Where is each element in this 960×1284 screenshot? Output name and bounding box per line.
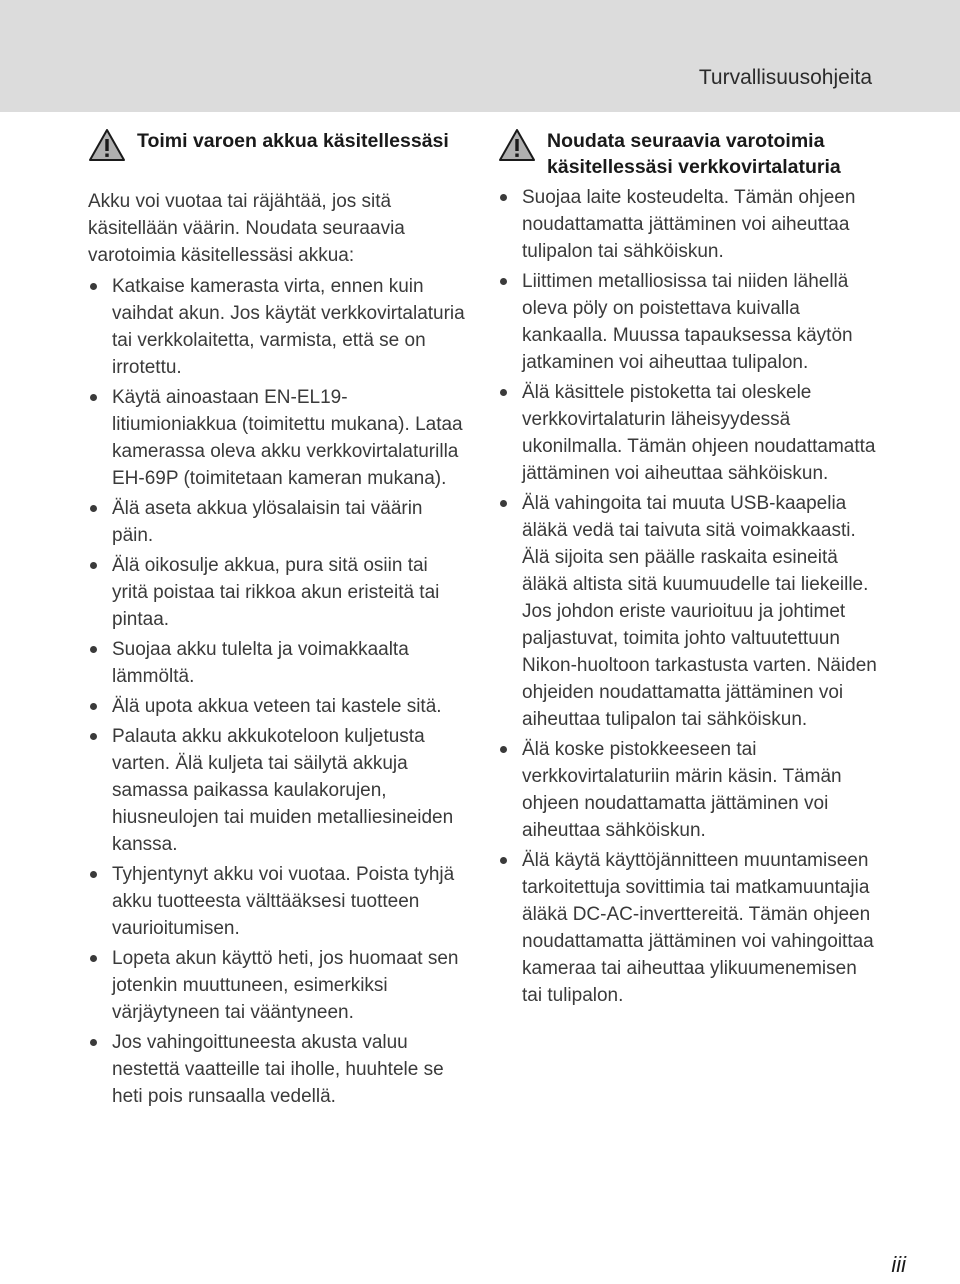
warning-triangle-icon xyxy=(498,128,536,162)
list-item xyxy=(498,847,878,1009)
list-item-text: Lopeta akun käyttö heti, jos huomaat sen jotenkin muuttuneen, esimerkiksi värjäytyneen tai vääntyneen. xyxy=(112,948,459,1023)
bullet-icon xyxy=(90,733,97,740)
charger-caution-section xyxy=(498,128,878,1012)
bullet-icon xyxy=(500,389,507,396)
list-item xyxy=(88,384,468,492)
list-item-text: Käytä ainoastaan EN-EL19-litiumioniakkua (toimitettu mukana). Lataa kamerassa oleva akku verkkovirtalaturilla EH-69P (toimitetaan kameran mukana). xyxy=(112,387,463,489)
charger-precautions-list xyxy=(498,184,878,1009)
bullet-icon xyxy=(90,562,97,569)
bullet-icon xyxy=(90,703,97,710)
list-item xyxy=(498,184,878,265)
page-header-title: Turvallisuusohjeita xyxy=(698,66,872,89)
bullet-icon xyxy=(500,857,507,864)
bullet-icon xyxy=(90,283,97,290)
list-item-text: Suojaa akku tulelta ja voimakkaalta lämmöltä. xyxy=(112,639,409,687)
bullet-icon xyxy=(500,500,507,507)
charger-caution-heading xyxy=(498,128,878,184)
list-item xyxy=(88,945,468,1026)
bullet-icon xyxy=(90,955,97,962)
list-item xyxy=(498,490,878,733)
list-item-text: Suojaa laite kosteudelta. Tämän ohjeen noudattamatta jättäminen voi aiheuttaa tulipalon tai sähköiskun. xyxy=(522,187,856,262)
header-band xyxy=(0,0,960,112)
list-item xyxy=(88,1029,468,1110)
list-item-text: Katkaise kamerasta virta, ennen kuin vaihdat akun. Jos käytät verkkovirtalaturia tai verkkolaitetta, varmista, että se on irrotettu. xyxy=(112,276,465,378)
list-item-text: Älä aseta akkua ylösalaisin tai väärin päin. xyxy=(112,498,423,546)
list-item xyxy=(88,273,468,381)
list-item xyxy=(88,861,468,942)
bullet-icon xyxy=(90,394,97,401)
list-item-text: Älä koske pistokkeeseen tai verkkovirtalaturiin märin käsin. Tämän ohjeen noudattamatta jättäminen voi aiheuttaa sähköiskun. xyxy=(522,739,842,841)
bullet-icon xyxy=(500,278,507,285)
bullet-icon xyxy=(500,746,507,753)
list-item-text: Älä upota akkua veteen tai kastele sitä. xyxy=(112,696,442,717)
bullet-icon xyxy=(500,194,507,201)
list-item-text: Jos vahingoittuneesta akusta valuu nestettä vaatteille tai iholle, huuhtele se heti pois runsaalla vedellä. xyxy=(112,1032,444,1107)
bullet-icon xyxy=(90,871,97,878)
list-item xyxy=(498,379,878,487)
section-heading: Toimi varoen akkua käsitellessäsi xyxy=(137,130,449,152)
list-item xyxy=(88,552,468,633)
list-item-text: Tyhjentynyt akku voi vuotaa. Poista tyhjä akku tuotteesta välttääksesi tuotteen vaurioitumisen. xyxy=(112,864,455,939)
list-item-text: Älä käsittele pistoketta tai oleskele verkkovirtalaturin läheisyydessä ukonilmalla. Tämän ohjeen noudattamatta jättäminen voi aiheuttaa sähköiskun. xyxy=(522,382,876,484)
list-item-text: Älä vahingoita tai muuta USB-kaapelia äläkä vedä tai taivuta sitä voimakkaasti. Älä sijoita sen päälle raskaita esineitä äläkä altista sitä kuumuudelle tai liekeille. Jos johdon eriste vaurioituu ja johtimet paljastuvat, toimita johto valtuutettuun Nikon-huoltoon tarkastusta varten. Näiden ohjeiden noudattamatta jättäminen voi aiheuttaa tulipalon tai sähköiskun. xyxy=(522,493,877,730)
list-item xyxy=(498,736,878,844)
bullet-icon xyxy=(90,646,97,653)
list-item xyxy=(88,693,468,720)
list-item-text: Palauta akku akkukoteloon kuljetusta varten. Älä kuljeta tai säilytä akkuja samassa paikassa kaulakorujen, hiusneulojen tai muiden metalliesineiden kanssa. xyxy=(112,726,454,855)
list-item-text: Älä käytä käyttöjännitteen muuntamiseen tarkoitettuja sovittimia tai matkamuuntajia äläkä DC-AC-invertterеitä. Tämän ohjeen noudattamatta jättäminen voi vahingoittaa kameraa tai aiheuttaa ylikuumenemisen tai tulipalon. xyxy=(522,850,874,1006)
battery-precautions-list xyxy=(88,273,468,1110)
list-item xyxy=(88,723,468,858)
list-item xyxy=(88,636,468,690)
list-item-text: Älä oikosulje akkua, pura sitä osiin tai yritä poistaa tai rikkoa akun eristeitä tai pintaa. xyxy=(112,555,440,630)
section-heading: Noudata seuraavia varotoimia käsitellessäsi verkkovirtalaturia xyxy=(547,130,841,178)
battery-caution-heading xyxy=(88,128,468,184)
list-item-text: Liittimen metalliosissa tai niiden lähellä oleva pöly on poistettava kuivalla kankaalla. Muussa tapauksessa käytön jatkaminen voi aiheuttaa tulipalon. xyxy=(522,271,853,373)
bullet-icon xyxy=(90,505,97,512)
battery-caution-section xyxy=(88,128,468,1113)
section-intro: Akku voi vuotaa tai räjähtää, jos sitä käsitellään väärin. Noudata seuraavia varotoimia käsitellessäsi akkua: xyxy=(88,191,405,266)
warning-triangle-icon xyxy=(88,128,126,162)
bullet-icon xyxy=(90,1039,97,1046)
page-number: iii xyxy=(891,1252,906,1277)
list-item xyxy=(88,495,468,549)
list-item xyxy=(498,268,878,376)
